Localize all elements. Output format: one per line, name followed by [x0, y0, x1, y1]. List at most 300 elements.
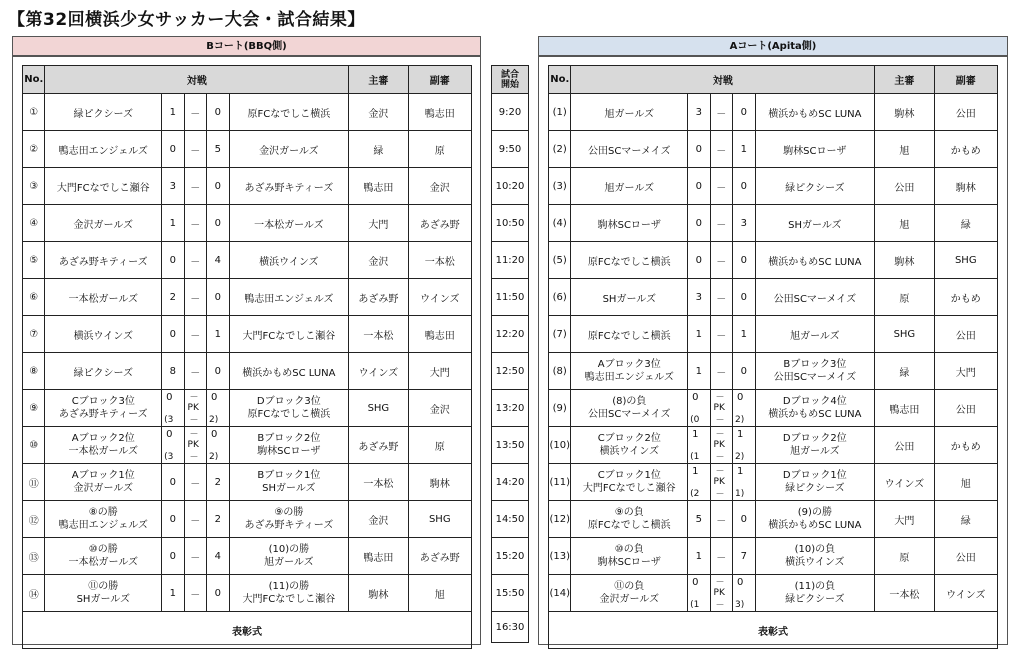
- header-referee: 主審: [875, 66, 934, 94]
- time-row: [492, 390, 529, 427]
- score-value: 1: [214, 328, 221, 340]
- score-value: 0: [211, 429, 218, 440]
- referee: 駒林: [875, 94, 934, 131]
- away-team-name: 横浜ウインズ: [259, 256, 319, 268]
- score-separator: [184, 575, 206, 612]
- dash: －: [190, 145, 201, 157]
- start-time: 15:50: [492, 575, 529, 612]
- award-row: [549, 612, 998, 649]
- referee: 金沢: [349, 94, 408, 131]
- start-time: 15:20: [492, 538, 529, 575]
- away-team: [229, 427, 349, 464]
- assistant-referee: かもめ: [934, 427, 997, 464]
- away-score: [207, 464, 229, 501]
- assistant-referee: 公田: [934, 390, 997, 427]
- home-team: [571, 390, 688, 427]
- match-row: [549, 94, 998, 131]
- time-row: [492, 575, 529, 612]
- away-score: [207, 316, 229, 353]
- away-score: [733, 427, 755, 464]
- score-value: 5: [695, 513, 702, 525]
- home-team: [45, 131, 162, 168]
- away-team-name: 一本松ガールズ: [254, 219, 324, 231]
- home-team: [571, 464, 688, 501]
- assistant-referee: 金沢: [408, 168, 471, 205]
- home-score: [162, 168, 184, 205]
- away-team-name: 駒林SCローザ: [783, 145, 847, 157]
- home-team-name: SHガールズ: [602, 293, 656, 305]
- home-team-line2: 鴨志田エンジェルズ: [584, 372, 674, 383]
- score-value: 1: [695, 550, 702, 562]
- assistant-referee: ウインズ: [934, 575, 997, 612]
- header-referee: 主審: [349, 66, 408, 94]
- away-team: [755, 94, 875, 131]
- score-value: 0: [740, 513, 747, 525]
- pk-score: 3): [735, 600, 745, 610]
- away-team: [755, 205, 875, 242]
- dash: －: [716, 145, 727, 157]
- home-team-line2: 駒林SCローザ: [597, 557, 661, 568]
- home-team: [45, 168, 162, 205]
- away-team-line2: 駒林SCローザ: [257, 446, 321, 457]
- time-row: [492, 353, 529, 390]
- score-value: 1: [740, 143, 747, 155]
- home-team-line1: Cブロック1位: [597, 470, 661, 481]
- home-score: [162, 575, 184, 612]
- home-team-line2: 一本松ガールズ: [68, 557, 139, 568]
- away-score: [207, 279, 229, 316]
- away-team: [755, 427, 875, 464]
- score-value: 1: [169, 217, 176, 229]
- away-team: [755, 131, 875, 168]
- match-number: (4): [549, 205, 571, 242]
- home-score: [688, 575, 710, 612]
- referee: 原: [875, 538, 934, 575]
- away-score: [733, 353, 755, 390]
- match-number: ②: [23, 131, 45, 168]
- match-row: [549, 427, 998, 464]
- match-number: (9): [549, 390, 571, 427]
- away-score: [733, 242, 755, 279]
- home-score: [162, 242, 184, 279]
- referee: ウインズ: [875, 464, 934, 501]
- away-team-line1: Dブロック1位: [782, 470, 847, 481]
- dash: －: [190, 552, 201, 564]
- home-score: [162, 390, 184, 427]
- away-team-line2: 横浜かもめSC LUNA: [768, 520, 862, 531]
- home-score: [688, 538, 710, 575]
- score-value: 3: [169, 180, 176, 192]
- home-team-line2: 鴨志田エンジェルズ: [58, 520, 148, 531]
- away-team-name: 旭ガールズ: [790, 330, 840, 342]
- pk-score: (1: [690, 600, 700, 610]
- match-number: ③: [23, 168, 45, 205]
- home-team: [45, 538, 162, 575]
- score-value: 0: [740, 180, 747, 192]
- away-team-line2: 横浜ウインズ: [785, 557, 845, 568]
- score-value: 0: [169, 328, 176, 340]
- away-team-line1: Dブロック2位: [782, 433, 847, 444]
- pk-label: PK: [187, 440, 199, 450]
- score-value: 0: [740, 254, 747, 266]
- score-value: 0: [695, 217, 702, 229]
- court-a-header: Aコート(Apita側): [538, 36, 1008, 56]
- score-separator: [710, 501, 732, 538]
- start-time: 13:20: [492, 390, 529, 427]
- away-score: [733, 316, 755, 353]
- assistant-referee: 旭: [408, 575, 471, 612]
- away-team: [229, 242, 349, 279]
- match-row: [549, 168, 998, 205]
- away-score: [733, 94, 755, 131]
- pk-score: (2: [690, 489, 700, 499]
- away-team: [755, 464, 875, 501]
- dash: －: [716, 515, 727, 527]
- dash: －: [716, 293, 727, 305]
- dash: －: [715, 393, 725, 403]
- match-row: [23, 390, 472, 427]
- header-match: 対戦: [45, 66, 349, 94]
- pk-label: PK: [713, 477, 725, 487]
- home-score: [688, 464, 710, 501]
- pk-score: (3: [164, 415, 174, 425]
- away-team-line1: Dブロック4位: [782, 396, 847, 407]
- assistant-referee: 緑: [934, 501, 997, 538]
- dash: －: [716, 256, 727, 268]
- away-team-line2: あざみ野キティーズ: [244, 520, 334, 531]
- assistant-referee: SHG: [408, 501, 471, 538]
- home-team: [45, 464, 162, 501]
- match-number: (12): [549, 501, 571, 538]
- home-score: [162, 131, 184, 168]
- award-ceremony: 表彰式: [549, 612, 998, 649]
- dash: －: [716, 108, 727, 120]
- assistant-referee: 原: [408, 427, 471, 464]
- score-value: 0: [740, 106, 747, 118]
- away-score: [733, 575, 755, 612]
- home-team-line1: ⑩の勝: [88, 544, 118, 555]
- assistant-referee: 大門: [934, 353, 997, 390]
- assistant-referee: ウインズ: [408, 279, 471, 316]
- time-row: [492, 205, 529, 242]
- away-score: [733, 168, 755, 205]
- home-team-line1: (8)の負: [612, 396, 647, 407]
- time-row: [492, 427, 529, 464]
- home-score: [162, 316, 184, 353]
- match-number: ⑩: [23, 427, 45, 464]
- time-row: [492, 242, 529, 279]
- home-team-line1: ⑨の負: [614, 507, 644, 518]
- referee: 緑: [349, 131, 408, 168]
- match-row: [23, 242, 472, 279]
- away-team: [755, 390, 875, 427]
- home-team-line1: Aブロック1位: [71, 470, 135, 481]
- score-separator: [184, 464, 206, 501]
- time-row: [492, 464, 529, 501]
- score-separator: [184, 242, 206, 279]
- match-number: ⑫: [23, 501, 45, 538]
- score-value: 4: [214, 550, 221, 562]
- home-team-name: 公田SCマーメイズ: [588, 145, 671, 157]
- score-value: 1: [169, 587, 176, 599]
- match-row: [549, 205, 998, 242]
- away-team: [229, 316, 349, 353]
- away-team-name: 横浜かもめSC LUNA: [242, 367, 336, 379]
- match-row: [549, 279, 998, 316]
- match-row: [23, 131, 472, 168]
- home-score: [688, 427, 710, 464]
- home-score: [162, 94, 184, 131]
- match-number: (7): [549, 316, 571, 353]
- assistant-referee: 公田: [934, 316, 997, 353]
- home-score: [162, 501, 184, 538]
- away-team: [229, 501, 349, 538]
- assistant-referee: 鴨志田: [408, 94, 471, 131]
- dash: －: [715, 490, 725, 500]
- home-team: [45, 390, 162, 427]
- score-value: 0: [169, 143, 176, 155]
- assistant-referee: SHG: [934, 242, 997, 279]
- score-value: 0: [740, 365, 747, 377]
- away-score: [207, 390, 229, 427]
- away-score: [733, 538, 755, 575]
- away-team-line1: Dブロック3位: [256, 396, 321, 407]
- match-row: [23, 353, 472, 390]
- referee: SHG: [875, 316, 934, 353]
- referee: 一本松: [349, 464, 408, 501]
- score-separator: [184, 353, 206, 390]
- referee: 鴨志田: [349, 538, 408, 575]
- referee: 金沢: [349, 242, 408, 279]
- away-score: [733, 205, 755, 242]
- home-score: [688, 316, 710, 353]
- score-separator: [184, 427, 206, 464]
- match-row: [23, 575, 472, 612]
- time-row: [492, 612, 529, 643]
- pk-label: PK: [713, 440, 725, 450]
- referee: 公田: [875, 168, 934, 205]
- dash: －: [190, 330, 201, 342]
- match-number: ⑥: [23, 279, 45, 316]
- score-value: 0: [166, 392, 173, 403]
- score-separator: [710, 94, 732, 131]
- assistant-referee: かもめ: [934, 131, 997, 168]
- home-score: [162, 279, 184, 316]
- referee: あざみ野: [349, 427, 408, 464]
- assistant-referee: あざみ野: [408, 205, 471, 242]
- match-row: [549, 390, 998, 427]
- score-value: 1: [692, 429, 699, 440]
- away-team: [229, 575, 349, 612]
- score-separator: [184, 390, 206, 427]
- home-score: [688, 242, 710, 279]
- away-team-line2: 公田SCマーメイズ: [773, 372, 857, 383]
- home-team: [571, 501, 688, 538]
- match-number: ⑪: [23, 464, 45, 501]
- match-row: [549, 316, 998, 353]
- home-team-name: 横浜ウインズ: [73, 330, 133, 342]
- dash: －: [715, 578, 725, 588]
- match-number: ⑨: [23, 390, 45, 427]
- score-value: 1: [695, 365, 702, 377]
- score-separator: [710, 464, 732, 501]
- score-value: 0: [169, 476, 176, 488]
- score-separator: [710, 427, 732, 464]
- score-separator: [184, 168, 206, 205]
- score-separator: [184, 538, 206, 575]
- away-score: [733, 464, 755, 501]
- score-separator: [184, 131, 206, 168]
- away-team: [755, 168, 875, 205]
- score-value: 0: [692, 392, 699, 403]
- assistant-referee: 鴨志田: [408, 316, 471, 353]
- away-team-line2: 緑ピクシーズ: [785, 594, 845, 605]
- home-team: [45, 316, 162, 353]
- dash: －: [190, 256, 201, 268]
- home-team-line1: ⑧の勝: [88, 507, 118, 518]
- assistant-referee: 一本松: [408, 242, 471, 279]
- start-time: 14:50: [492, 501, 529, 538]
- score-separator: [710, 168, 732, 205]
- away-team-name: 大門FCなでしこ瀬谷: [242, 330, 336, 342]
- score-value: 2: [214, 476, 221, 488]
- referee: 駒林: [875, 242, 934, 279]
- time-row: [492, 131, 529, 168]
- home-team: [571, 427, 688, 464]
- home-team-name: 鴨志田エンジェルズ: [58, 145, 148, 157]
- home-team: [571, 279, 688, 316]
- match-row: [23, 464, 472, 501]
- away-team-line1: Bブロック3位: [783, 359, 847, 370]
- start-time: 14:20: [492, 464, 529, 501]
- home-score: [688, 501, 710, 538]
- away-team: [229, 205, 349, 242]
- home-team-name: 原FCなでしこ横浜: [587, 256, 671, 268]
- away-score: [207, 168, 229, 205]
- court-a-table: [548, 65, 998, 649]
- match-number: ⑦: [23, 316, 45, 353]
- dash: －: [189, 393, 199, 403]
- award-row: [23, 612, 472, 649]
- away-score: [207, 131, 229, 168]
- home-team-name: 原FCなでしこ横浜: [587, 330, 671, 342]
- score-value: 0: [214, 180, 221, 192]
- assistant-referee: 金沢: [408, 390, 471, 427]
- home-team: [571, 316, 688, 353]
- away-score: [207, 501, 229, 538]
- score-value: 0: [214, 365, 221, 377]
- score-separator: [184, 501, 206, 538]
- header-match: 対戦: [571, 66, 875, 94]
- header-assistant: 副審: [408, 66, 471, 94]
- away-team-line1: Bブロック1位: [257, 470, 321, 481]
- home-team: [45, 242, 162, 279]
- home-team-line1: Aブロック3位: [597, 359, 661, 370]
- away-team: [229, 390, 349, 427]
- referee: 大門: [349, 205, 408, 242]
- away-team-name: 緑ピクシーズ: [785, 182, 845, 194]
- match-row: [23, 168, 472, 205]
- away-team: [229, 279, 349, 316]
- assistant-referee: かもめ: [934, 279, 997, 316]
- home-team-line2: SHガールズ: [76, 594, 130, 605]
- dash: －: [190, 182, 201, 194]
- score-separator: [710, 390, 732, 427]
- score-separator: [710, 242, 732, 279]
- home-team-name: 緑ピクシーズ: [73, 367, 134, 379]
- match-number: (13): [549, 538, 571, 575]
- away-team-name: 横浜かもめSC LUNA: [768, 108, 862, 120]
- score-value: 1: [169, 106, 176, 118]
- score-value: 8: [169, 365, 176, 377]
- score-value: 3: [695, 106, 702, 118]
- away-score: [207, 205, 229, 242]
- home-score: [162, 427, 184, 464]
- header-start: 試合 開始: [492, 66, 529, 94]
- score-separator: [710, 205, 732, 242]
- away-score: [207, 427, 229, 464]
- header-assistant: 副審: [934, 66, 997, 94]
- score-value: 1: [692, 466, 699, 477]
- home-team: [571, 538, 688, 575]
- referee: 原: [875, 279, 934, 316]
- home-team: [571, 168, 688, 205]
- away-score: [733, 131, 755, 168]
- away-team-line1: Bブロック2位: [257, 433, 321, 444]
- match-number: ①: [23, 94, 45, 131]
- start-time: 9:20: [492, 94, 529, 131]
- court-b-header: Bコート(BBQ側): [12, 36, 481, 56]
- away-team-name: 原FCなでしこ横浜: [247, 108, 331, 120]
- home-team: [571, 94, 688, 131]
- pk-score: 2): [735, 415, 745, 425]
- away-score: [207, 575, 229, 612]
- home-team: [45, 575, 162, 612]
- dash: －: [716, 367, 727, 379]
- home-score: [688, 94, 710, 131]
- away-score: [207, 242, 229, 279]
- dash: －: [716, 552, 727, 564]
- away-team: [229, 464, 349, 501]
- dash: －: [715, 430, 725, 440]
- page-title: 【第32回横浜少女サッカー大会・試合結果】: [8, 10, 365, 30]
- score-value: 0: [740, 291, 747, 303]
- away-score: [733, 501, 755, 538]
- score-value: 3: [695, 291, 702, 303]
- referee: 一本松: [875, 575, 934, 612]
- away-team-line1: (11)の勝: [268, 581, 310, 592]
- match-row: [549, 131, 998, 168]
- pk-score: 2): [735, 452, 745, 462]
- score-value: 0: [169, 254, 176, 266]
- home-team: [45, 501, 162, 538]
- referee: 鴨志田: [875, 390, 934, 427]
- score-value: 0: [692, 577, 699, 588]
- assistant-referee: 公田: [934, 538, 997, 575]
- home-team-line2: 金沢ガールズ: [73, 483, 134, 494]
- assistant-referee: 大門: [408, 353, 471, 390]
- pk-label: PK: [713, 403, 725, 413]
- home-team-line2: あざみ野キティーズ: [58, 409, 148, 420]
- dash: －: [715, 453, 725, 463]
- referee: ウインズ: [349, 353, 408, 390]
- header-no: No.: [549, 66, 571, 94]
- home-team: [571, 205, 688, 242]
- score-value: 0: [737, 577, 744, 588]
- home-team-name: 緑ピクシーズ: [73, 108, 134, 120]
- home-score: [688, 390, 710, 427]
- away-team-line2: 原FCなでしこ横浜: [247, 409, 331, 420]
